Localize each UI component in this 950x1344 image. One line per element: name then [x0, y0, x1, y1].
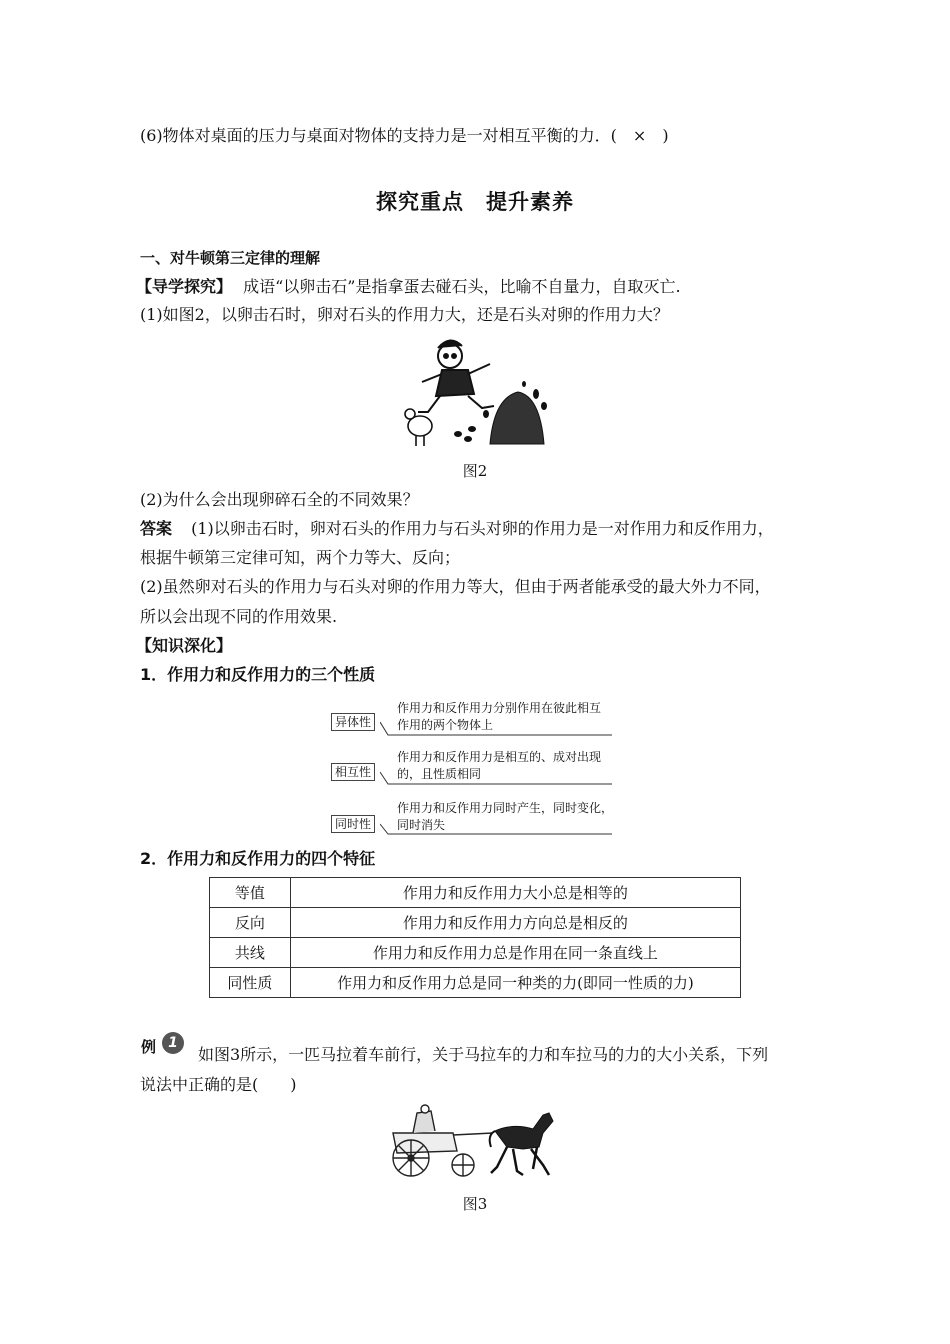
property-name-2: 相互性	[331, 763, 375, 781]
horse-cart-illustration	[383, 1103, 568, 1183]
hen-figure	[405, 409, 432, 446]
answer-label: 答案	[140, 519, 173, 538]
horse	[490, 1113, 553, 1175]
features-table	[209, 877, 741, 998]
property-desc-2b: 的，且性质相同	[397, 767, 482, 781]
feature-name: 同性质	[210, 968, 291, 998]
guide-line	[136, 276, 681, 298]
property-desc-2a: 作用力和反作用力是相互的、成对出现	[397, 750, 602, 764]
feature-name: 共线	[210, 938, 291, 968]
example-line-2: 说法中正确的是( )	[140, 1075, 297, 1094]
section-title: 探究重点 提升素养	[376, 190, 574, 214]
cart	[393, 1105, 493, 1176]
answer-line-1	[140, 518, 774, 540]
feature-desc: 作用力和反作用力总是作用在同一条直线上	[290, 938, 740, 968]
answer-line-4: 所以会出现不同的作用效果.	[140, 607, 338, 626]
feature-desc: 作用力和反作用力方向总是相反的	[290, 908, 740, 938]
property-desc-3a: 作用力和反作用力同时产生，同时变化，	[397, 801, 614, 815]
deepen-heading-1: 1．作用力和反作用力的三个性质	[140, 665, 376, 684]
answer-line-3: (2)虽然卵对石头的作用力与石头对卵的作用力等大，但由于两者能承受的最大外力不同，	[140, 577, 771, 596]
figure-2-caption: 图2	[462, 462, 488, 480]
guide-tag: 【导学探究】	[136, 277, 233, 296]
boy-figure	[418, 340, 494, 412]
feature-desc: 作用力和反作用力大小总是相等的	[290, 878, 740, 908]
eggs	[454, 410, 489, 442]
table-row	[210, 878, 741, 908]
subsection-heading: 一、对牛顿第三定律的理解	[140, 249, 321, 267]
deepen-heading-2: 2．作用力和反作用力的四个特征	[140, 849, 376, 868]
deepen-tag: 【知识深化】	[136, 636, 233, 655]
feature-desc: 作用力和反作用力总是同一种类的力(即同一性质的力)	[290, 968, 740, 998]
property-connector-lines	[380, 700, 620, 840]
example-number-badge: 1	[162, 1032, 184, 1054]
stone	[490, 392, 544, 444]
prev-item-text: (6)物体对桌面的压力与桌面对物体的支持力是一对相互平衡的力．( × )	[140, 126, 669, 145]
answer-line-2: 根据牛顿第三定律可知，两个力等大、反向；	[140, 548, 461, 567]
property-name-1: 异体性	[331, 713, 375, 731]
table-row	[210, 908, 741, 938]
figure-3-caption: 图3	[462, 1195, 488, 1213]
example-label: 例	[141, 1038, 157, 1056]
example-line-1: 如图3所示，一匹马拉着车前行，关于马拉车的力和车拉马的力的大小关系，下列	[198, 1045, 769, 1064]
question-1: (1)如图2，以卵击石时，卵对石头的作用力大，还是石头对卵的作用力大？	[140, 305, 669, 324]
property-desc-1a: 作用力和反作用力分别作用在彼此相互	[397, 701, 602, 715]
egg-stone-illustration	[398, 334, 558, 454]
property-name-3: 同时性	[331, 815, 375, 833]
answer-text-1: (1)以卵击石时，卵对石头的作用力与石头对卵的作用力是一对作用力和反作用力，	[191, 519, 774, 538]
feature-name: 反向	[210, 908, 291, 938]
property-desc-3b: 同时消失	[397, 818, 446, 832]
guide-intro: 成语“以卵击石”是指拿蛋去碰石头，比喻不自量力，自取灭亡.	[243, 277, 681, 296]
question-2: (2)为什么会出现卵碎石全的不同效果？	[140, 490, 419, 509]
feature-name: 等值	[210, 878, 291, 908]
property-desc-1b: 作用的两个物体上	[397, 718, 494, 732]
table-row	[210, 968, 741, 998]
table-row	[210, 938, 741, 968]
